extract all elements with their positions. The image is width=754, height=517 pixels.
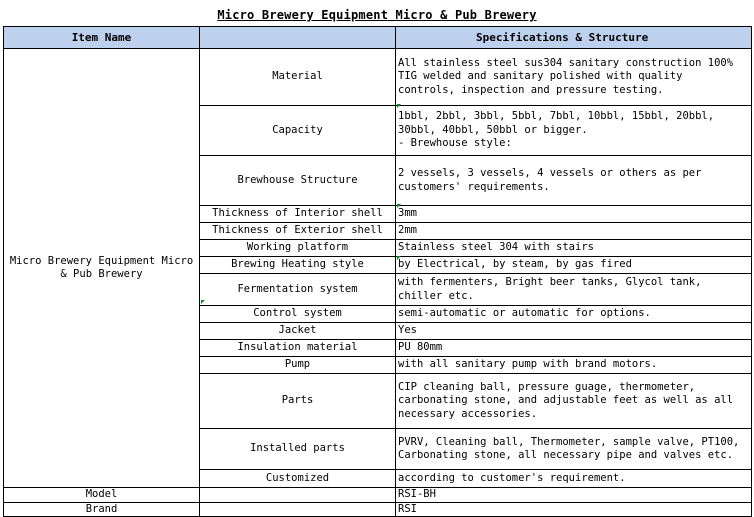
row-value: Yes xyxy=(396,323,752,340)
brand-value: RSI xyxy=(396,502,752,517)
document-title xyxy=(0,4,754,24)
table-row xyxy=(4,49,752,106)
row-label: Material xyxy=(200,49,396,106)
brand-label: Brand xyxy=(4,502,200,517)
cell-comment-marker xyxy=(397,104,401,108)
row-label: Fermentation system xyxy=(200,274,396,306)
row-value: CIP cleaning ball, pressure guage, thermometer, carbonating stone, and adjustable feet as well as all necessary accessories. xyxy=(396,374,752,429)
row-label: Working platform xyxy=(200,240,396,257)
table-row-model xyxy=(4,488,752,503)
row-value: Stainless steel 304 with stairs xyxy=(396,240,752,257)
table-header-row xyxy=(4,27,752,49)
title-text: Micro Brewery Equipment Micro & Pub Brewery xyxy=(217,8,537,22)
row-label: Installed parts xyxy=(200,429,396,470)
cell-comment-marker xyxy=(201,300,205,304)
row-label: Thickness of Exterior shell xyxy=(200,223,396,240)
row-label: Jacket xyxy=(200,323,396,340)
header-blank xyxy=(200,27,396,49)
row-label: Parts xyxy=(200,374,396,429)
row-label: Pump xyxy=(200,357,396,374)
row-value: according to customer's requirement. xyxy=(396,470,752,488)
model-blank xyxy=(200,488,396,503)
header-item-name: Item Name xyxy=(4,27,200,49)
header-specifications: Specifications & Structure xyxy=(396,27,752,49)
row-value: by Electrical, by steam, by gas fired xyxy=(396,257,752,274)
row-label: Insulation material xyxy=(200,340,396,357)
row-value: PVRV, Cleaning ball, Thermometer, sample valve, PT100, Carbonating stone, all necessary pipe and valves etc. xyxy=(396,429,752,470)
row-label: Customized xyxy=(200,470,396,488)
row-label: Thickness of Interior shell xyxy=(200,206,396,223)
cell-comment-marker xyxy=(397,256,401,260)
table-row-brand xyxy=(4,502,752,517)
row-value: semi-automatic or automatic for options. xyxy=(396,306,752,323)
row-label: Brewhouse Structure xyxy=(200,156,396,206)
row-label: Capacity xyxy=(200,106,396,156)
item-name-cell: Micro Brewery Equipment Micro & Pub Brewery xyxy=(4,49,200,488)
brand-blank xyxy=(200,502,396,517)
cell-comment-marker xyxy=(397,204,401,208)
row-value: All stainless steel sus304 sanitary construction 100% TIG welded and sanitary polished with quality controls, inspection and pressure testing. xyxy=(396,49,752,106)
model-value: RSI-BH xyxy=(396,488,752,503)
row-value: 2mm xyxy=(396,223,752,240)
row-label: Control system xyxy=(200,306,396,323)
row-value: 1bbl, 2bbl, 3bbl, 5bbl, 7bbl, 10bbl, 15bbl, 20bbl, 30bbl, 40bbl, 50bbl or bigger. - Brewhouse style: xyxy=(396,106,752,156)
spec-table xyxy=(3,26,752,517)
row-value: with all sanitary pump with brand motors. xyxy=(396,357,752,374)
row-label: Brewing Heating style xyxy=(200,257,396,274)
row-value: 2 vessels, 3 vessels, 4 vessels or others as per customers' requirements. xyxy=(396,156,752,206)
row-value: with fermenters, Bright beer tanks, Glycol tank, chiller etc. xyxy=(396,274,752,306)
model-label: Model xyxy=(4,488,200,503)
row-value: 3mm xyxy=(396,206,752,223)
row-value: PU 80mm xyxy=(396,340,752,357)
